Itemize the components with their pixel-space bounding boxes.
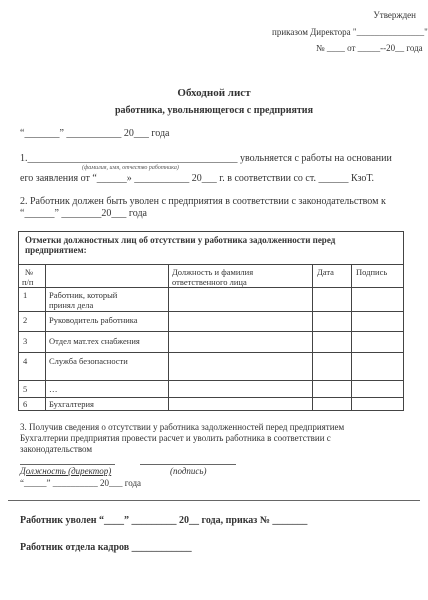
table-row-name: … (49, 384, 58, 394)
item2-line1: 2. Работник должен быть уволен с предприятия в соответствии с законодательством к (20, 196, 386, 207)
hr-worker-line: Работник отдела кадров ____________ (20, 542, 192, 553)
table-row-name: Работник, который (49, 290, 118, 300)
table-row-name: Отдел мат.тех снабжения (49, 336, 140, 346)
dismissal-record: Работник уволен “____” _________ 20__ года, приказ № _______ (20, 515, 308, 526)
table-header-signature: Подпись (356, 267, 388, 277)
table-rule (19, 352, 403, 353)
separator-line (8, 500, 420, 501)
table-row-number: 6 (23, 399, 28, 409)
clearance-table (18, 231, 404, 411)
table-row-name: Служба безопасности (49, 356, 128, 366)
table-column-divider (45, 264, 46, 410)
table-row-number: 3 (23, 336, 28, 346)
approval-title: Утвержден (373, 10, 416, 20)
table-rule (19, 397, 403, 398)
item1-name-hint: (фамилия, имя, отчество работника) (82, 165, 179, 171)
signature-underline (140, 464, 236, 465)
table-header-date: Дата (317, 267, 334, 277)
table-row-name-cont: принял дела (49, 300, 94, 310)
table-row-number: 4 (23, 356, 28, 366)
approval-number-date: № ____ от _____--20__ года (316, 43, 423, 53)
table-row-name: Руководитель работника (49, 315, 138, 325)
document-subtitle: работника, увольняющегося с предприятия (115, 105, 313, 116)
table-column-divider (351, 264, 352, 410)
table-header-position-sub: ответственного лица (172, 277, 247, 287)
position-label: Должность (директор) (20, 466, 112, 476)
table-caption-line1: Отметки должностных лиц об отсутствии у работника задолженности перед (25, 235, 336, 245)
item2-line2: “______” ________20___ года (20, 208, 147, 219)
item3-line1: 3. Получив сведения о отсутствии у работника задолженностей перед предприятием (20, 422, 345, 432)
table-row-number: 5 (23, 384, 28, 394)
table-header-number-sub: п/п (22, 277, 34, 287)
signature-label: (подпись) (170, 466, 207, 476)
table-header-position: Должность и фамилия (172, 267, 254, 277)
document-title: Обходной лист (177, 87, 251, 99)
item1-line2: его заявления от “______» ___________ 20___ г. в соответствии со ст. ______ КзоТ. (20, 173, 375, 184)
table-header-number: № (25, 267, 34, 277)
table-rule (19, 311, 403, 312)
table-rule (19, 380, 403, 381)
table-row-number: 1 (23, 290, 28, 300)
position-underline (20, 464, 115, 465)
signoff-date-line: “_____” __________ 20___ года (20, 478, 142, 488)
table-row-number: 2 (23, 315, 28, 325)
table-caption-line2: предприятием: (25, 245, 87, 255)
item1-line1: 1.__________________________________________ увольняется с работы на основании (20, 153, 392, 164)
table-rule (19, 264, 403, 265)
table-column-divider (312, 264, 313, 410)
item3-line2: Бухгалтерии предприятия провести расчет и уволить работника в соответствии с (20, 433, 331, 443)
document-date-line: “_______” ___________ 20___ года (20, 128, 170, 139)
approval-order: приказом Директора "_______________" (272, 27, 428, 37)
table-row-name: Бухгалтерия (49, 399, 94, 409)
item3-line3: законодательством (20, 444, 93, 454)
table-column-divider (168, 264, 169, 410)
table-rule (19, 331, 403, 332)
